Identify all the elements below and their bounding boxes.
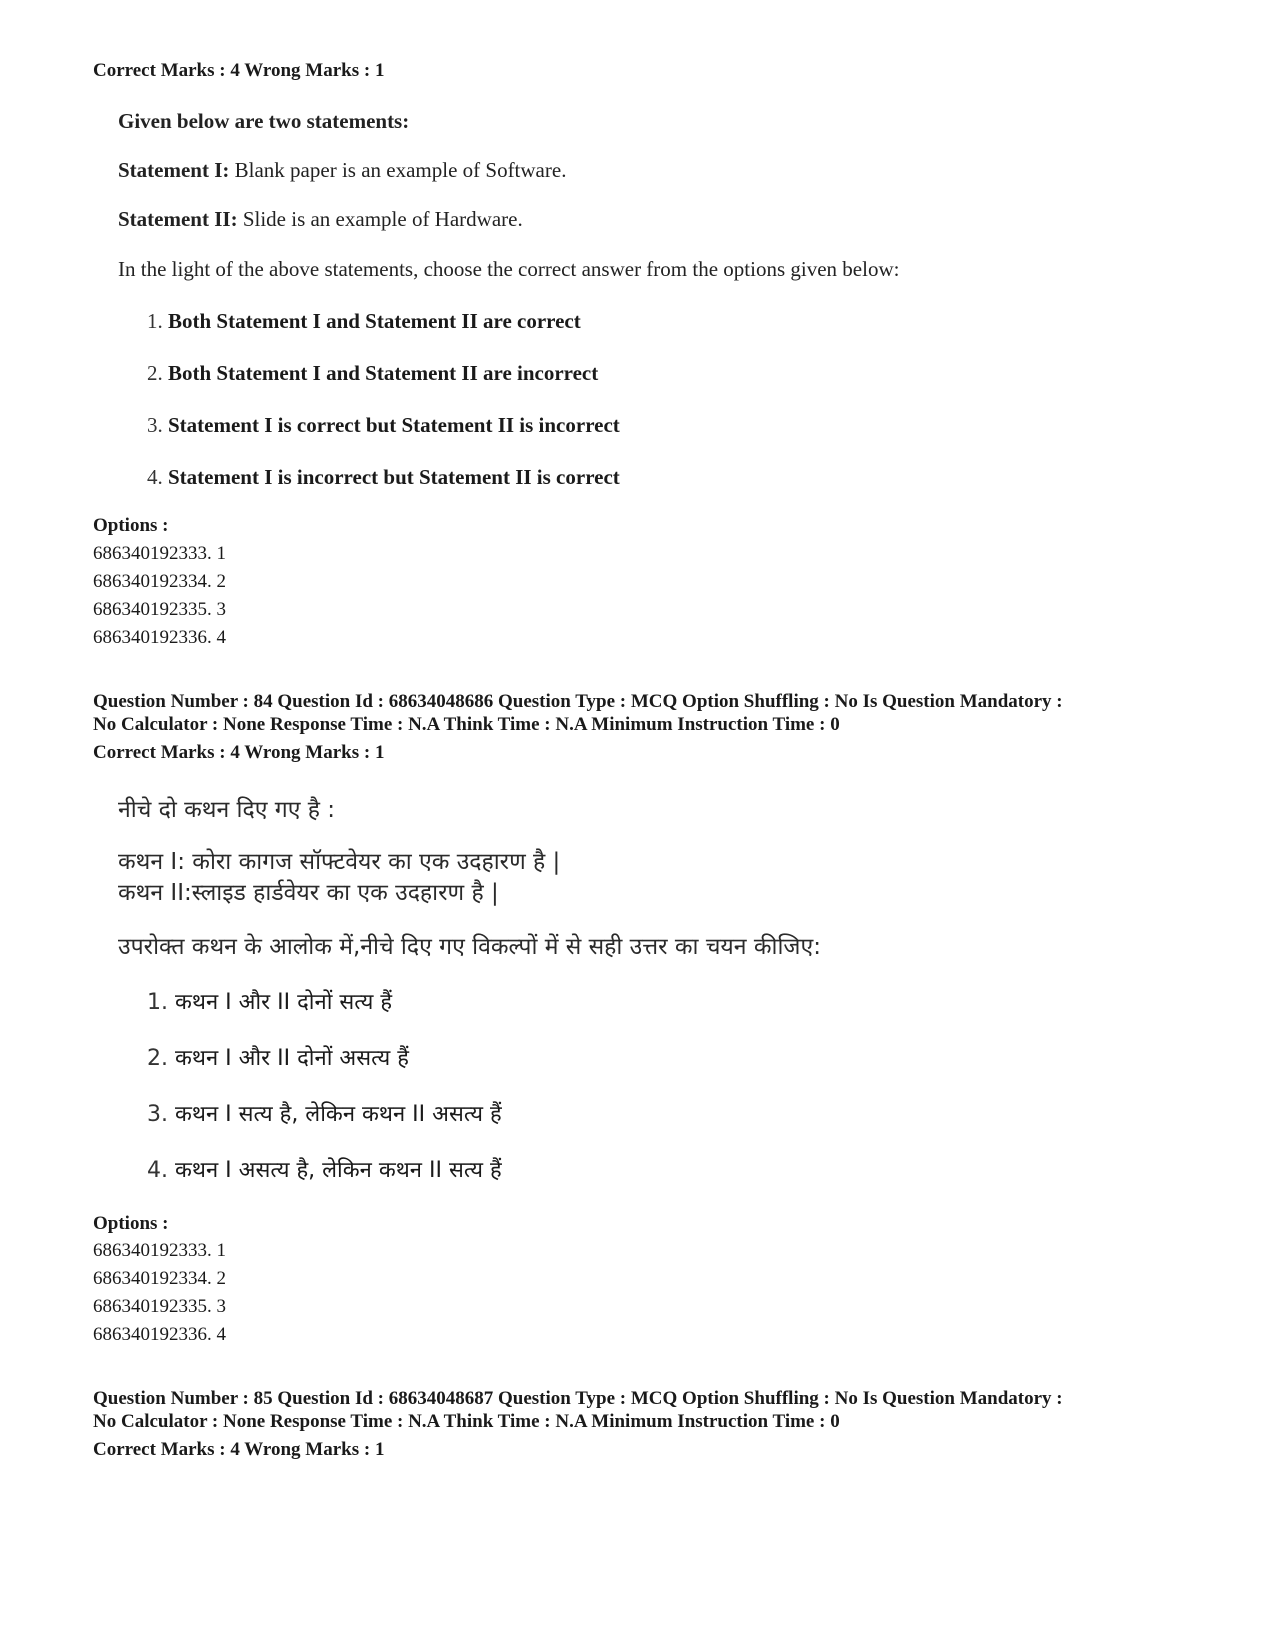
option-line: 686340192334. 2 bbox=[93, 571, 226, 592]
marks-line: Correct Marks : 4 Wrong Marks : 1 bbox=[93, 60, 385, 81]
choice-text: कथन I और II दोनों असत्य हैं bbox=[175, 1046, 409, 1071]
statement-1-text: Blank paper is an example of Software. bbox=[229, 158, 567, 182]
choice-number: 4. bbox=[147, 465, 163, 489]
choice-item bbox=[147, 308, 581, 334]
question-intro: नीचे दो कथन दिए गए है : bbox=[118, 797, 336, 823]
choice-item bbox=[147, 464, 620, 490]
option-line: 686340192333. 1 bbox=[93, 543, 226, 564]
choice-item bbox=[147, 412, 620, 438]
option-line: 686340192336. 4 bbox=[93, 1324, 226, 1345]
marks-line: Correct Marks : 4 Wrong Marks : 1 bbox=[93, 1439, 385, 1460]
question-instruction: उपरोक्त कथन के आलोक में,नीचे दिए गए विकल्पों में से सही उत्तर का चयन कीजिए: bbox=[118, 934, 821, 960]
choice-text: Statement I is correct but Statement II is incorrect bbox=[168, 413, 620, 437]
statement-2-label: Statement II: bbox=[118, 207, 238, 231]
choice-number: 1. bbox=[147, 309, 163, 333]
choice-text: कथन I सत्य है, लेकिन कथन II असत्य हैं bbox=[175, 1102, 502, 1127]
choice-number: 3. bbox=[147, 1102, 168, 1127]
question-header-line-1: Question Number : 85 Question Id : 68634048687 Question Type : MCQ Option Shuffling : No Is Question Mandatory : bbox=[93, 1388, 1063, 1409]
statement-2: कथन II:स्लाइड हार्डवेयर का एक उदहारण है | bbox=[118, 880, 499, 906]
choice-item bbox=[147, 1158, 502, 1184]
choice-item bbox=[147, 360, 598, 386]
statement-1 bbox=[118, 157, 566, 183]
option-line: 686340192333. 1 bbox=[93, 1240, 226, 1261]
option-line: 686340192336. 4 bbox=[93, 627, 226, 648]
choice-text: Both Statement I and Statement II are correct bbox=[168, 309, 581, 333]
statement-1-label: Statement I: bbox=[118, 158, 230, 182]
choice-number: 3. bbox=[147, 413, 163, 437]
marks-line: Correct Marks : 4 Wrong Marks : 1 bbox=[93, 742, 385, 763]
question-header-line-2: No Calculator : None Response Time : N.A Think Time : N.A Minimum Instruction Time : 0 bbox=[93, 1411, 840, 1432]
question-intro: Given below are two statements: bbox=[118, 109, 410, 133]
statement-2-text: Slide is an example of Hardware. bbox=[237, 207, 523, 231]
choice-number: 2. bbox=[147, 361, 163, 385]
choice-text: कथन I और II दोनों सत्य हैं bbox=[175, 990, 393, 1015]
choice-text: कथन I असत्य है, लेकिन कथन II सत्य हैं bbox=[175, 1158, 502, 1183]
options-label: Options : bbox=[93, 515, 169, 536]
question-header-line-2: No Calculator : None Response Time : N.A Think Time : N.A Minimum Instruction Time : 0 bbox=[93, 714, 840, 735]
option-line: 686340192335. 3 bbox=[93, 599, 226, 620]
choice-number: 4. bbox=[147, 1158, 168, 1183]
options-label: Options : bbox=[93, 1213, 169, 1234]
question-instruction: In the light of the above statements, choose the correct answer from the options given below: bbox=[118, 257, 900, 281]
choice-item bbox=[147, 1102, 502, 1128]
option-line: 686340192334. 2 bbox=[93, 1268, 226, 1289]
statement-2 bbox=[118, 206, 523, 232]
choice-item bbox=[147, 1046, 409, 1072]
choice-number: 2. bbox=[147, 1046, 168, 1071]
question-header-line-1: Question Number : 84 Question Id : 68634048686 Question Type : MCQ Option Shuffling : No Is Question Mandatory : bbox=[93, 691, 1063, 712]
choice-text: Statement I is incorrect but Statement II is correct bbox=[168, 465, 620, 489]
choice-item bbox=[147, 990, 392, 1016]
option-line: 686340192335. 3 bbox=[93, 1296, 226, 1317]
choice-text: Both Statement I and Statement II are incorrect bbox=[168, 361, 599, 385]
statement-1: कथन I: कोरा कागज सॉफ्टवेयर का एक उदहारण है | bbox=[118, 849, 561, 875]
choice-number: 1. bbox=[147, 990, 168, 1015]
